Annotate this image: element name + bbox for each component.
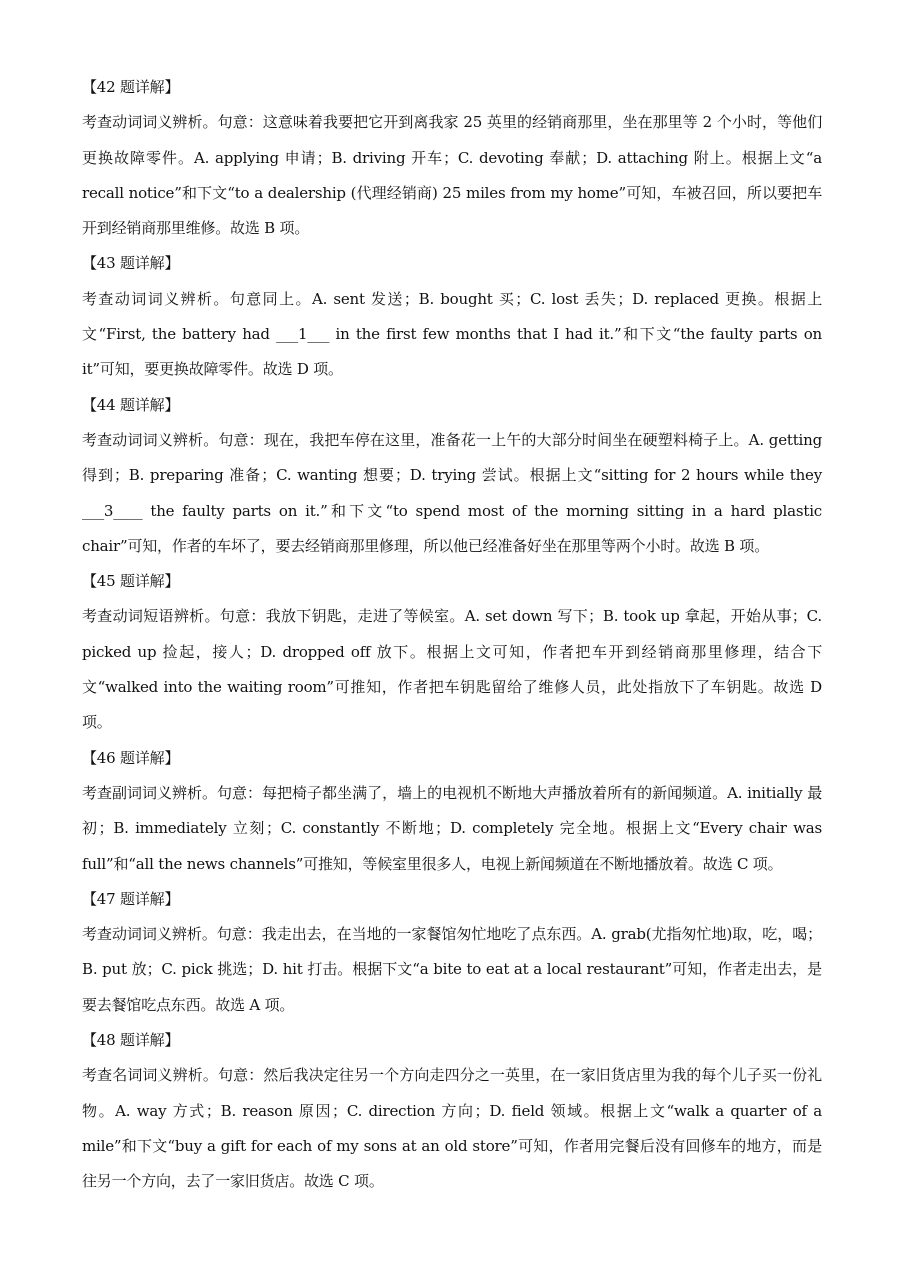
- q47-explanation: 考查动词词义辨析。句意：我走出去，在当地的一家餐馆匆忙地吃了点东西。A. grab(尤指匆忙地)取，吃，喝；B. put 放；C. pick 挑选；D. hit 打击。根据下文“a bite to eat at a local restaurant”可知，作者走出去，是要去餐馆吃点东西。故选 A 项。: [82, 925, 822, 1014]
- q47-heading: 【47 题详解】: [82, 889, 180, 908]
- q43-explanation: 考查动词词义辨析。句意同上。A. sent 发送；B. bought 买；C. lost 丢失；D. replaced 更换。根据上文“First, the battery had ___1___ in the first few months that I had it.”和下文“the faulty parts on it”可知，要更换故障零件。故选 D 项。: [82, 289, 822, 379]
- q43-heading: 【43 题详解】: [82, 254, 180, 273]
- q44-heading: 【44 题详解】: [82, 395, 180, 414]
- q42-explanation: 考查动词词义辨析。句意：这意味着我要把它开到离我家 25 英里的经销商那里，坐在那里等 2 个小时，等他们更换故障零件。A. applying 申请；B. driving 开车；C. devoting 奉献；D. attaching 附上。根据上文“a recall notice”和下文“to a dealership (代理经销商) 25 miles from my home”可知，车被召回，所以要把车开到经销商那里维修。故选 B 项。: [82, 113, 822, 238]
- q42-heading: 【42 题详解】: [82, 78, 180, 96]
- q48-heading: 【48 题详解】: [82, 1031, 180, 1050]
- q45-heading: 【45 题详解】: [82, 572, 180, 591]
- q45-explanation: 考查动词短语辨析。句意：我放下钥匙，走进了等候室。A. set down 写下；B. took up 拿起，开始从事；C. picked up 捡起，接人；D. dropped off 放下。根据上文可知，作者把车开到经销商那里修理，结合下文“walked into the waiting room”可推知，作者把车钥匙留给了维修人员，此处指放下了车钥匙。故选 D 项。: [82, 607, 822, 732]
- q46-heading: 【46 题详解】: [82, 748, 180, 767]
- q44-explanation: 考查动词词义辨析。句意：现在，我把车停在这里，准备花一上午的大部分时间坐在硬塑料椅子上。A. getting 得到；B. preparing 准备；C. wanting 想要；D. trying 尝试。根据上文“sitting for 2 hours while they ___3____ the faulty parts on it.”和下文“to spend most of the morning sitting in a hard plastic chair”可知，作者的车坏了，要去经销商那里修理，所以他已经准备好坐在那里等两个小时。故选 B 项。: [82, 430, 822, 555]
- document-page: [82, 70, 822, 1200]
- q46-explanation: 考查副词词义辨析。句意：每把椅子都坐满了，墙上的电视机不断地大声播放着所有的新闻频道。A. initially 最初；B. immediately 立刻；C. constantly 不断地；D. completely 完全地。根据上文“Every chair was full”和“all the news channels”可推知，等候室里很多人，电视上新闻频道在不断地播放着。故选 C 项。: [82, 783, 822, 873]
- q48-explanation: 考查名词词义辨析。句意：然后我决定往另一个方向走四分之一英里，在一家旧货店里为我的每个儿子买一份礼物。A. way 方式；B. reason 原因；C. direction 方向；D. field 领域。根据上文“walk a quarter of a mile”和下文“buy a gift for each of my sons at an old store”可知，作者用完餐后没有回修车的地方，而是往另一个方向，去了一家旧货店。故选 C 项。: [82, 1066, 822, 1191]
